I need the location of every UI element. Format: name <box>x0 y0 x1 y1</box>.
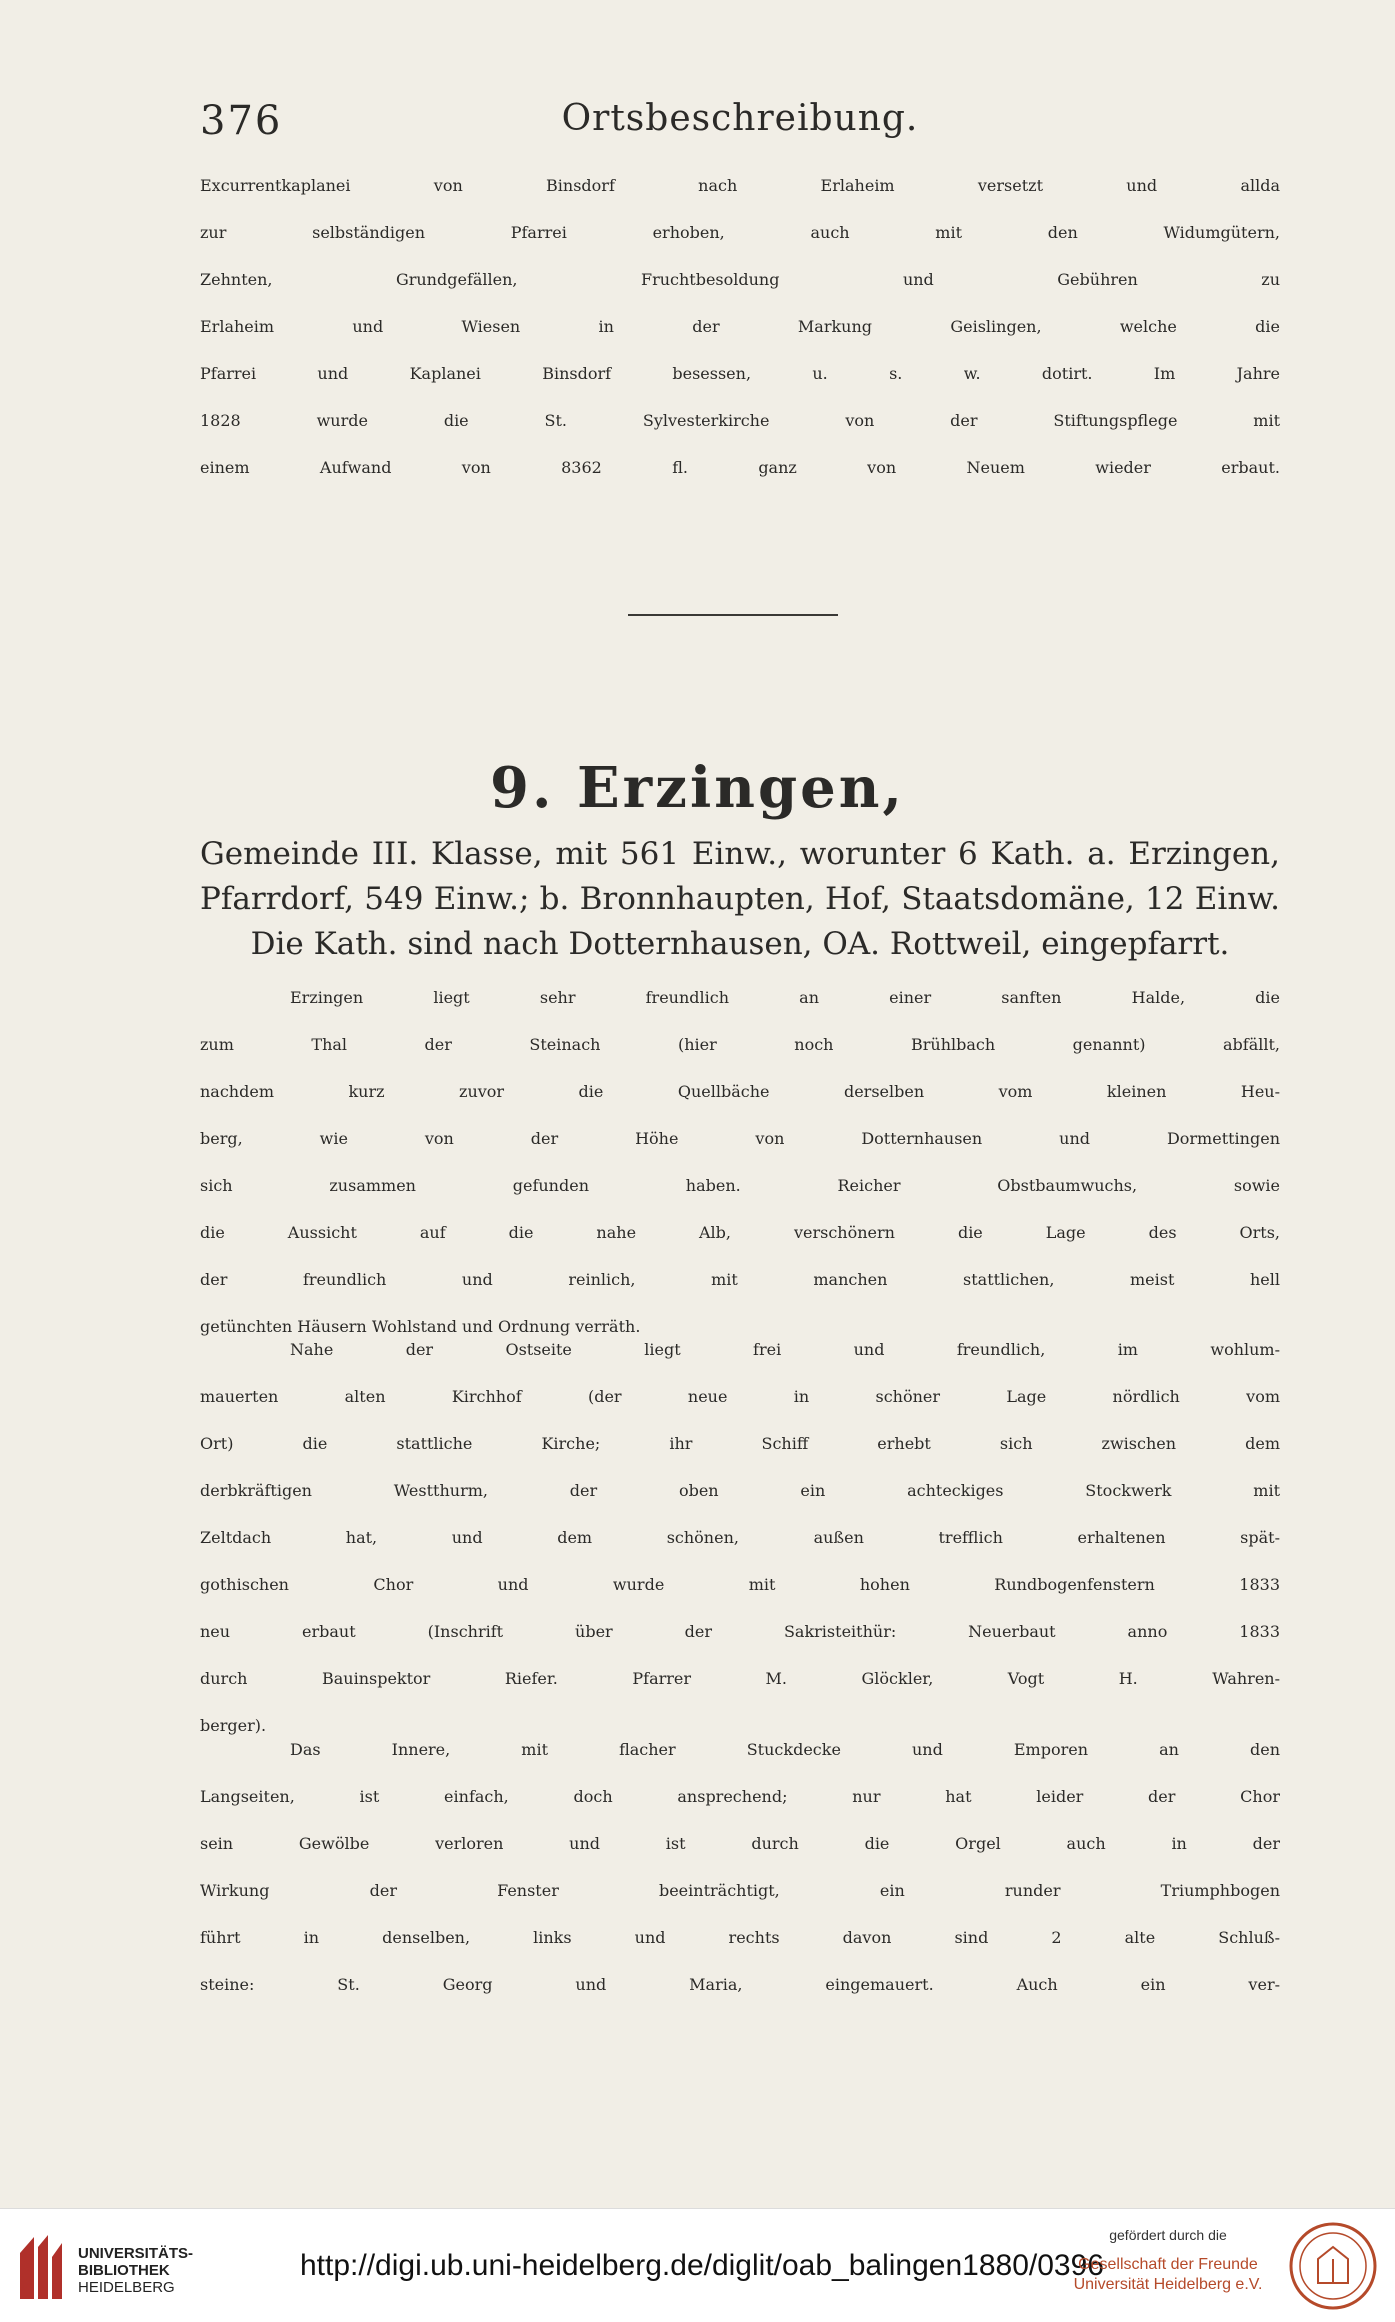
paragraph-1 <box>200 176 1280 505</box>
university-library-logo-icon <box>14 2233 68 2303</box>
sponsor-block <box>1068 2227 1268 2295</box>
text-line: durch Bauinspektor Riefer. Pfarrer M. Glöckler, Vogt H. Wahren- <box>200 1669 1280 1688</box>
text-line: Erzingen liegt sehr freundlich an einer sanften Halde, die <box>290 988 1280 1007</box>
text-line: der freundlich und reinlich, mit manchen stattlichen, meist hell <box>200 1270 1280 1289</box>
text-line: 1828 wurde die St. Sylvesterkirche von der Stiftungspflege mit <box>200 411 1280 430</box>
text-line: getünchten Häusern Wohlstand und Ordnung verräth. <box>200 1317 641 1336</box>
text-line: Zehnten, Grundgefällen, Fruchtbesoldung und Gebühren zu <box>200 270 1280 289</box>
text-line: führt in denselben, links und rechts davon sind 2 alte Schluß- <box>200 1928 1280 1947</box>
text-line: gothischen Chor und wurde mit hohen Rundbogenfenstern 1833 <box>200 1575 1280 1594</box>
sponsor-name-line: Universität Heidelberg e.V. <box>1073 2276 1263 2293</box>
section-divider <box>628 614 838 616</box>
text-line: einem Aufwand von 8362 fl. ganz von Neuem wieder erbaut. <box>200 458 1280 477</box>
text-line: Ort) die stattliche Kirche; ihr Schiff erhebt sich zwischen dem <box>200 1434 1280 1453</box>
section-title: 9. Erzingen, <box>490 755 905 821</box>
text-line: Langseiten, ist einfach, doch ansprechend; nur hat leider der Chor <box>200 1787 1280 1806</box>
sponsor-by-label: gefördert durch die <box>1109 2227 1227 2243</box>
footer-bar <box>0 2208 1395 2322</box>
text-line: zur selbständigen Pfarrei erhoben, auch mit den Widumgütern, <box>200 223 1280 242</box>
text-line: nachdem kurz zuvor die Quellbäche derselben vom kleinen Heu- <box>200 1082 1280 1101</box>
library-line: HEIDELBERG <box>78 2279 175 2296</box>
summary-line: Gemeinde III. Klasse, mit 561 Einw., worunter 6 Kath. a. Erzingen, <box>200 836 1280 872</box>
sponsor-name-line: Gesellschaft der Freunde <box>1078 2256 1258 2273</box>
text-line: derbkräftigen Westthurm, der oben ein achteckiges Stockwerk mit <box>200 1481 1280 1500</box>
paragraph-4 <box>200 1740 1280 2022</box>
running-title: Ortsbeschreibung. <box>561 98 919 139</box>
text-line: steine: St. Georg und Maria, eingemauert. Auch ein ver- <box>200 1975 1280 1994</box>
text-line: Pfarrei und Kaplanei Binsdorf besessen, u. s. w. dotirt. Im Jahre <box>200 364 1280 383</box>
text-line: Das Innere, mit flacher Stuckdecke und Emporen an den <box>290 1740 1280 1759</box>
text-line: sein Gewölbe verloren und ist durch die Orgel auch in der <box>200 1834 1280 1853</box>
text-line: berger). <box>200 1716 267 1735</box>
library-line: BIBLIOTHEK <box>78 2262 170 2279</box>
community-summary <box>200 832 1280 967</box>
text-line: zum Thal der Steinach (hier noch Brühlbach genannt) abfällt, <box>200 1035 1280 1054</box>
university-library-name <box>78 2245 193 2296</box>
text-line: neu erbaut (Inschrift über der Sakristeithür: Neuerbaut anno 1833 <box>200 1622 1280 1641</box>
text-line: Nahe der Ostseite liegt frei und freundlich, im wohlum- <box>290 1340 1280 1359</box>
paragraph-2 <box>200 988 1280 1364</box>
source-url-link[interactable]: http://digi.ub.uni-heidelberg.de/diglit/oab_balingen1880/0396 <box>300 2249 1104 2282</box>
text-line: sich zusammen gefunden haben. Reicher Obstbaumwuchs, sowie <box>200 1176 1280 1195</box>
text-line: Wirkung der Fenster beeinträchtigt, ein runder Triumphbogen <box>200 1881 1280 1900</box>
summary-line: Pfarrdorf, 549 Einw.; b. Bronnhaupten, Hof, Staatsdomäne, 12 Einw. <box>200 881 1280 917</box>
page-header <box>200 98 1280 148</box>
text-line: berg, wie von der Höhe von Dotternhausen und Dormettingen <box>200 1129 1280 1148</box>
paragraph-3 <box>200 1340 1280 1763</box>
university-seal-icon <box>1288 2221 1378 2311</box>
summary-line: Die Kath. sind nach Dotternhausen, OA. Rottweil, eingepfarrt. <box>250 926 1230 962</box>
text-line: Erlaheim und Wiesen in der Markung Geislingen, welche die <box>200 317 1280 336</box>
text-line: Zeltdach hat, und dem schönen, außen trefflich erhaltenen spät- <box>200 1528 1280 1547</box>
text-line: mauerten alten Kirchhof (der neue in schöner Lage nördlich vom <box>200 1387 1280 1406</box>
text-line: Excurrentkaplanei von Binsdorf nach Erlaheim versetzt und allda <box>200 176 1280 195</box>
page-number: 376 <box>200 98 283 144</box>
library-line: UNIVERSITÄTS- <box>78 2245 194 2262</box>
text-line: die Aussicht auf die nahe Alb, verschönern die Lage des Orts, <box>200 1223 1280 1242</box>
